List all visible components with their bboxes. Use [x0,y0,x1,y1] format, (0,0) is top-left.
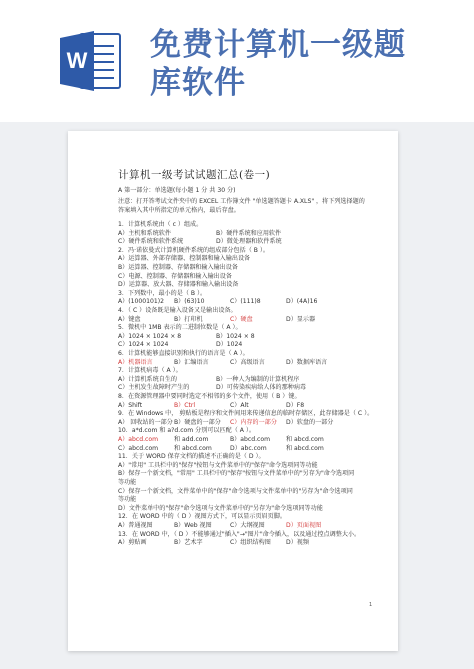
section-header: A 第一部分：单选题(每小题 1 分 共 30 分) [118,187,236,194]
answer-option: C）(111)8 [230,298,261,306]
question-line: 等功能 [118,479,137,486]
answer-option: C）硬盘 [230,315,253,323]
question-line: 10．a*d.com 和 a?d.com 分别可以匹配（ A ）。 [118,427,255,435]
answer-option: A）主机和系统软件 [118,229,171,237]
document-title: 计算机一级考试试题汇总(卷一) [118,169,271,181]
title-line-1: 免费计算机一级题 [150,27,406,63]
question-line: 等功能 [118,496,137,504]
answer-option: D）数据库语言 [286,358,328,366]
answer-option: D）可传染疾病给人体的那种病毒 [216,384,307,392]
answer-option: A）abcd.com [118,436,159,443]
question-line: 6．计算机能够直接识别和执行的语言是（ A ）。 [118,350,249,357]
word-icon [60,28,122,94]
answer-option: B）Ctrl [174,401,196,409]
banner [0,0,474,122]
question-line: A）"常用" 工具栏中的"保存"按钮与文件菜单中的"保存"命令选项同等功能 [118,461,318,469]
question-line: 4．（ C ）设备既是输入设备又是输出设备。 [118,307,237,314]
question-line: 1．计算机系统由（ c ）组成。 [118,221,203,228]
answer-option: A） 回收站的一部分 [118,418,173,426]
answer-option: A）普通视图 [118,522,153,529]
answer-option: B）艺术字 [174,539,203,547]
question-line: 2．冯·诺依曼式计算机硬件系统的组成部分包括（ B ）。 [118,246,269,254]
answer-option: A）键盘 [118,315,141,323]
question-line: 9．在 Windows 中， 剪贴板是程序和文件间用来传递信息的临时存储区，此存储器是（ C ）。 [118,410,374,418]
answer-option: A）Shift [118,401,143,409]
answer-option: B）1024 × 8 [216,332,255,340]
answer-option: A）(1000101)2 [118,298,165,306]
question-line: 7．计算机病毒（ A ）。 [118,367,182,375]
question-line: B）运算器、控制器、存储器和输入输出设备 [118,264,238,271]
answer-option: A）1024 × 1024 × 8 [118,332,182,340]
answer-option: B）打印机 [174,315,203,323]
answer-option: 和 abcd.com [174,444,212,452]
question-line: 8．在资源管理器中要同时选定不相邻的多个文件，使用（ B ）键。 [118,393,301,400]
answer-option: D）显示器 [286,315,316,323]
svg-text:W: W [66,48,88,73]
answer-option: B）硬件系统和应用软件 [216,229,282,237]
answer-option: 和 abcd.com [286,436,324,443]
question-line: D）文件菜单中的"保存"命令选项与文件菜单中的"另存为"命令选项同等功能 [118,504,323,512]
answer-option: B）一种人为编制的计算机程序 [216,375,300,383]
answer-option: C）组织结构图 [230,539,271,547]
answer-option: D）1024 [216,341,243,349]
answer-option: D）软盘的一部分 [286,418,334,426]
answer-option: C）硬件系统和软件系统 [118,238,184,246]
question-line: 11．关于 WORD 保存文档的描述不正确的是（ D ）。 [118,453,265,461]
question-line: C）保存一个新文档，文件菜单中的"保存"命令选项与文件菜单中的"另存为"命令选项同 [118,487,353,495]
question-line: 3．下列数中，最小的是（ B ）。 [118,289,207,297]
answer-option: 和 add.com [174,436,209,443]
answer-option: B）硬盘的一部分 [174,418,221,426]
question-line: A）运算器、外部存储器、控制器和输入输出设备 [118,255,251,263]
answer-option: C）abcd.com [118,444,159,452]
question-line: 5．微机中 1MB 表示的二进制位数是（ A ）。 [118,324,242,332]
answer-option: D）abc.com [230,444,267,452]
answer-option: B）abcd.com [230,436,271,443]
answer-option: B）汇编语言 [174,358,209,366]
question-line: 13．在 WORD 中，（ D ）不能够通过"插入"→"图片"命令插入，以及通过控点调整大小。 [118,530,361,538]
instruction-line: 注意：打开答考试文件夹中的 EXCEL 工作簿文件 "单选题答题卡 A.XLS" ，将下列选择题的 [118,198,365,205]
answer-option: C）大纲视图 [230,522,265,529]
question-line: D）运算器、放大器、存储器和输入输出设备 [118,281,239,289]
answer-option: D）微处理器和软件系统 [216,238,282,246]
answer-option: A）剪贴画 [118,539,147,547]
title-line-2: 库软件 [150,65,246,101]
instruction-line: 答案填入其中所指定的单元格内，最后存盘。 [118,207,240,214]
answer-option: C）主机发生故障时产生的 [118,384,190,392]
answer-option: B）(63)10 [174,298,205,306]
page-number: 1 [369,602,373,608]
answer-option: D）F8 [286,401,305,409]
answer-option: D）视频 [286,539,309,547]
answer-option: B）Web 视图 [174,522,212,529]
answer-option: A）计算机系统自生的 [118,375,178,383]
answer-option: D）(4A)16 [286,298,318,306]
answer-option: D）页面视图 [286,522,322,529]
answer-option: A）机器语言 [118,358,153,366]
page-title [150,26,450,102]
answer-option: C）内存的一部分 [230,418,277,426]
answer-option: C）1024 × 1024 [118,341,169,349]
answer-option: 和 abcd.com [286,444,324,452]
question-line: 12．在 WORD 中的（ D ）视图方式下，可以显示页眉页脚。 [118,513,286,521]
question-line: C）电源、控制器、存储器和输入输出设备 [118,272,232,280]
answer-option: C）高级语言 [230,358,265,366]
answer-option: C）Alt [230,401,249,409]
question-line: B）保存一个新文档，"常用" 工具栏中的"保存"按钮与文件菜单中的"另存为"命令选项同 [118,470,355,478]
